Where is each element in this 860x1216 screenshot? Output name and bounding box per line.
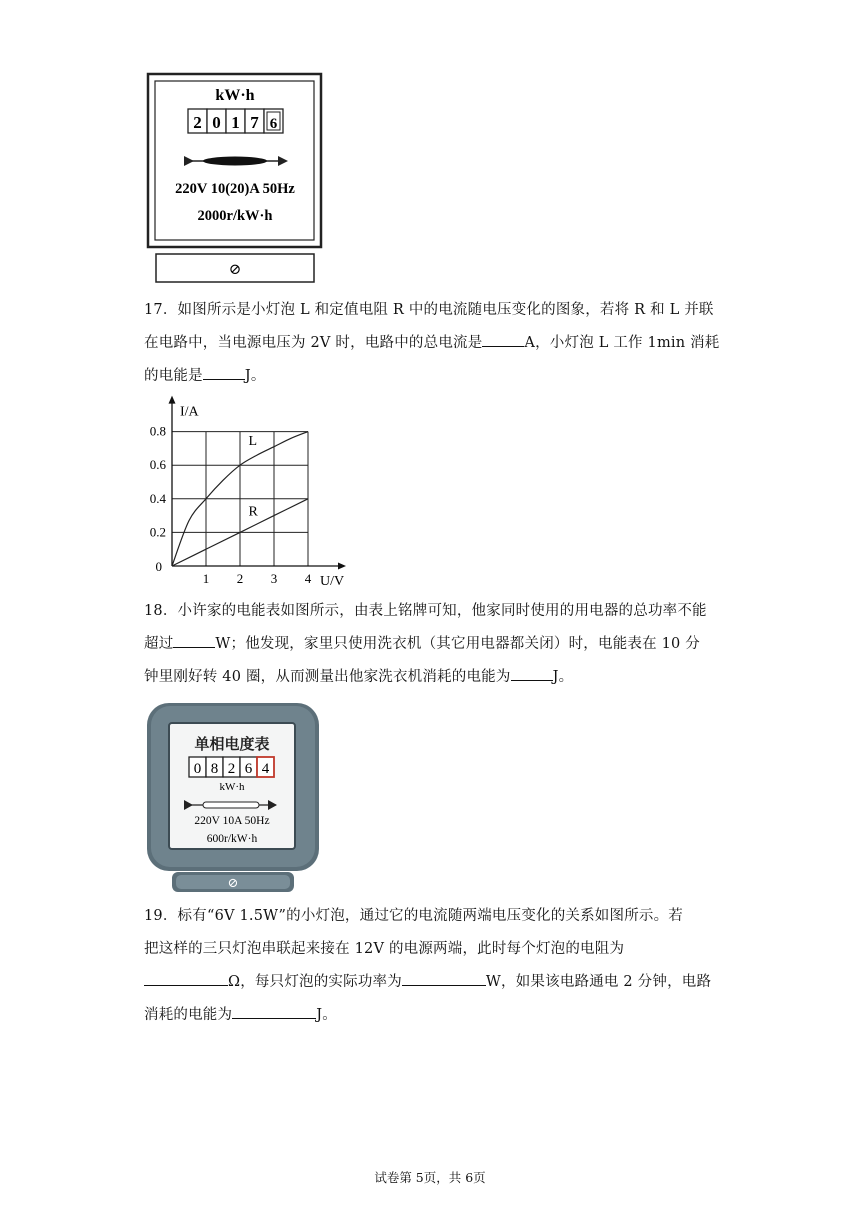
x-tick-label: 3	[270, 571, 278, 586]
meter1-digits	[188, 109, 283, 133]
iu-chart	[142, 392, 360, 592]
x-axis-arrow	[338, 563, 346, 570]
meter1-unit: kW·h	[215, 87, 255, 104]
q19-line: 把这样的三只灯泡串联起来接在 12V 的电源两端，此时每个灯泡的电阻为	[144, 941, 625, 957]
meter1-digit: 7	[250, 113, 259, 132]
meter2-digit: 6	[244, 761, 253, 777]
meter2-digit: 4	[261, 761, 270, 777]
meter1-spec: 220V 10(20)A 50Hz	[175, 181, 295, 197]
y-tick-label: 0.4	[149, 490, 166, 506]
electric-meter-1	[146, 72, 324, 286]
meter2-digit: 0	[193, 761, 202, 777]
q17-line: 在电路中，当电源电压为 2V 时，电路中的总电流是 A，小灯泡 L 工作 1min 消耗	[144, 327, 716, 360]
meter2-digit: 2	[227, 761, 236, 777]
y-tick-label: 0.6	[149, 457, 166, 473]
x-axis-label: U/V	[320, 574, 345, 589]
y-tick-label: 0.2	[149, 524, 166, 540]
meter1-digit: 2	[193, 113, 202, 132]
q18-line: 钟里刚好转 40 圈，从而测量出他家洗衣机消耗的电能为 J。	[144, 661, 716, 694]
x-tick-label: 2	[236, 571, 244, 586]
x-tick-label: 4	[304, 571, 312, 586]
meter1-knob-icon: ⊘	[228, 262, 242, 278]
question-19	[144, 900, 716, 1032]
answer-blank[interactable]	[203, 364, 245, 380]
question-17	[144, 294, 720, 393]
q19-line: 消耗的电能为 J。	[144, 999, 716, 1032]
q17-line: 17．如图所示是小灯泡 L 和定值电阻 R 中的电流随电压变化的图象，若将 R 和 L 并联	[144, 302, 714, 318]
origin-label: 0	[155, 559, 162, 574]
meter2-digits	[189, 757, 274, 777]
q18-line: 超过 W；他发现，家里只使用洗衣机（其它用电器都关闭）时，电能表在 10 分	[144, 628, 716, 661]
series-label-R: R	[248, 504, 258, 520]
meter2-digit: 8	[210, 761, 219, 777]
chart-grid	[172, 432, 308, 566]
electric-meter-2	[146, 702, 322, 894]
answer-blank[interactable]	[482, 331, 524, 347]
y-axis-label: I/A	[180, 404, 199, 420]
q19-line: 19．标有“6V 1.5W”的小灯泡，通过它的电流随两端电压变化的关系如图所示。若	[144, 908, 684, 924]
q19-line: Ω，每只灯泡的实际功率为 W，如果该电路通电 2 分钟，电路	[144, 966, 716, 999]
answer-blank[interactable]	[511, 665, 553, 681]
meter1-digit: 6	[269, 116, 278, 132]
series-label-L: L	[248, 434, 258, 450]
q17-line: 的电能是 J。	[144, 360, 716, 393]
q18-line: 18．小许家的电能表如图所示，由表上铭牌可知，他家同时使用的用电器的总功率不能	[144, 603, 707, 619]
answer-blank[interactable]	[173, 632, 215, 648]
meter2-title: 单相电度表	[194, 735, 270, 753]
meter2-rate: 600r/kW·h	[206, 833, 258, 845]
meter1-digit: 1	[231, 113, 240, 132]
meter1-digit: 0	[212, 113, 221, 132]
meter2-unit: kW·h	[219, 781, 245, 793]
meter2-spec: 220V 10A 50Hz	[194, 815, 270, 827]
answer-blank[interactable]	[144, 970, 228, 986]
y-tick-label: 0.8	[149, 423, 166, 439]
y-axis-arrow	[169, 396, 176, 404]
question-18	[144, 595, 716, 694]
meter2-knob-icon: ⊘	[227, 875, 239, 890]
chart-axes	[169, 396, 347, 570]
chart-labels	[150, 405, 344, 589]
page-footer: 试卷第 5页，共 6页	[374, 1170, 486, 1185]
meter1-rate: 2000r/kW·h	[197, 208, 273, 224]
answer-blank[interactable]	[232, 1003, 316, 1019]
answer-blank[interactable]	[402, 970, 486, 986]
x-tick-label: 1	[202, 571, 210, 586]
